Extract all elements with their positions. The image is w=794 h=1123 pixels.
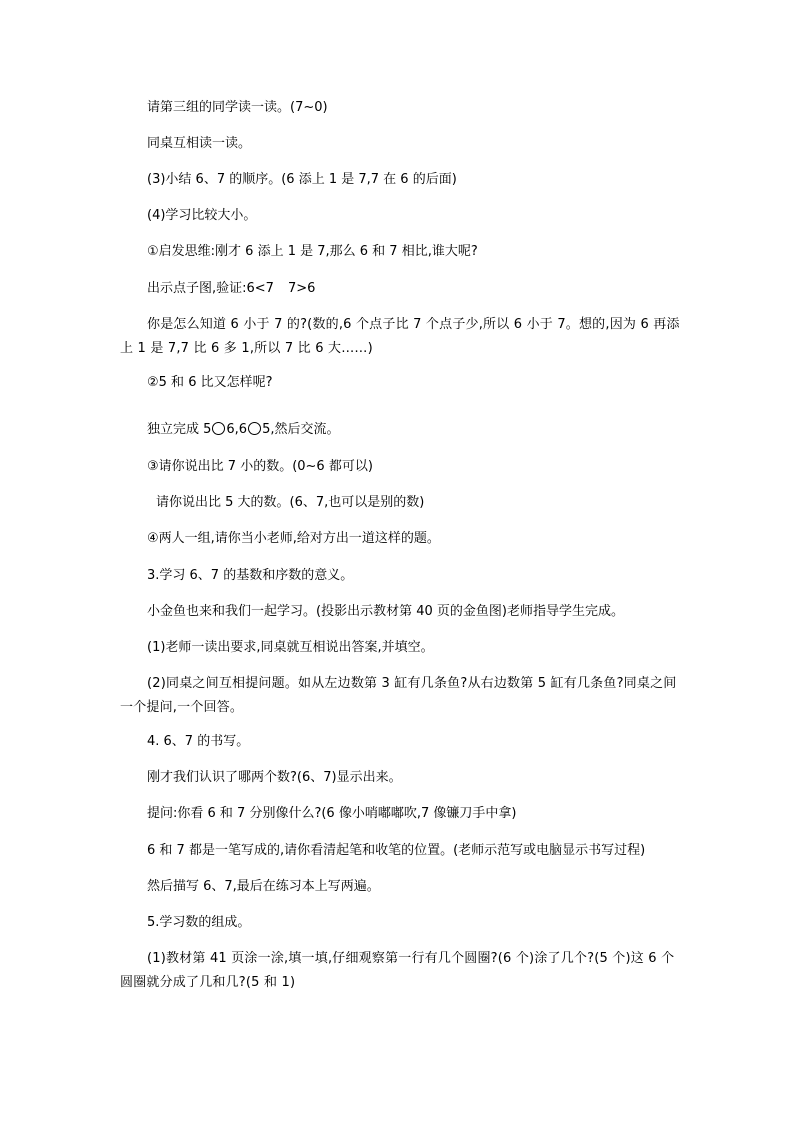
paragraph-dot-diagram [147, 277, 677, 301]
text-segment: 独立完成 5 [147, 422, 212, 437]
paragraph-goldfish: 小金鱼也来和我们一起学习。(投影出示教材第 40 页的金鱼图)老师指导学生完成。 [147, 604, 624, 619]
paragraph-compare-5-6: ②5 和 6 比又怎样呢? [147, 375, 273, 390]
inequality-7-greater-6: 7>6 [287, 281, 316, 296]
paragraph-less-than-7: ③请你说出比 7 小的数。(0~6 都可以) [147, 459, 373, 474]
paragraph-trace-write: 然后描写 6、7,最后在练习本上写两遍。 [147, 879, 380, 894]
paragraph-color-fill: (1)教材第 41 页涂一涂,填一填,仔细观察第一行有几个圆圈?(6 个)涂了几个?(5 个)这 6 个圆圈就分成了几和几?(5 和 1) [120, 951, 675, 990]
paragraph-what-like: 提问:你看 6 和 7 分别像什么?(6 像小哨嘟嘟吹,7 像镰刀手中拿) [147, 806, 517, 821]
paragraph-ask-questions: (2)同桌之间互相提问题。如从左边数第 3 缸有几条鱼?从右边数第 5 缸有几条鱼?同桌之间一个提问,一个回答。 [120, 676, 677, 715]
paragraph-deskmate-read: 同桌互相读一读。 [147, 136, 252, 151]
paragraph-compare-size: (4)学习比较大小。 [147, 208, 257, 223]
text-segment: 6,6 [226, 422, 248, 437]
paragraph-greater-than-5: 请你说出比 5 大的数。(6、7,也可以是别的数) [156, 495, 425, 510]
paragraph-pair-teacher: ④两人一组,请你当小老师,给对方出一道这样的题。 [147, 531, 440, 546]
paragraph-summary-order: (3)小结 6、7 的顺序。(6 添上 1 是 7,7 在 6 的后面) [147, 172, 457, 187]
paragraph-group3-read: 请第三组的同学读一读。(7~0) [147, 100, 328, 115]
heading-writing: 4. 6、7 的书写。 [147, 734, 250, 749]
paragraph-fill-blank: (1)老师一读出要求,同桌就互相说出答案,并填空。 [147, 640, 434, 655]
paragraph-one-stroke: 6 和 7 都是一笔写成的,请你看清起笔和收笔的位置。(老师示范写或电脑显示书写过程) [147, 843, 646, 858]
inequality-6-less-7: 出示点子图,验证:6<7 [147, 281, 274, 296]
paragraph-which-numbers: 刚才我们认识了哪两个数?(6、7)显示出来。 [147, 770, 402, 785]
heading-composition: 5.学习数的组成。 [147, 915, 251, 930]
paragraph-independent-complete [147, 418, 677, 442]
paragraph-how-know: 你是怎么知道 6 小于 7 的?(数的,6 个点子比 7 个点子少,所以 6 小于 7。想的,因为 6 再添上 1 是 7,7 比 6 多 1,所以 7 比 6 大……) [120, 317, 680, 356]
heading-cardinal-ordinal: 3.学习 6、7 的基数和序数的意义。 [147, 568, 354, 583]
blank-circle-icon [248, 422, 261, 435]
paragraph-inspire-thinking: ①启发思维:刚才 6 添上 1 是 7,那么 6 和 7 相比,谁大呢? [147, 244, 478, 259]
text-segment: 5,然后交流。 [262, 422, 340, 437]
blank-circle-icon [212, 422, 225, 435]
